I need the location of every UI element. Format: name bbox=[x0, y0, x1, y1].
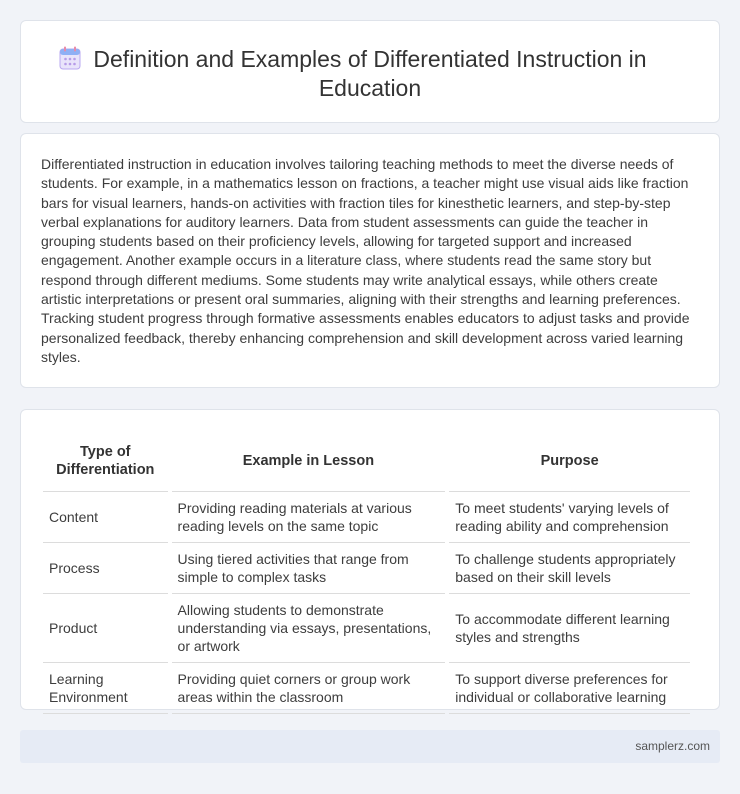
description-card bbox=[20, 133, 720, 388]
table-cell-example: Providing reading materials at various reading levels on the same topic bbox=[172, 492, 446, 543]
table-row bbox=[43, 492, 690, 543]
description-text: Differentiated instruction in education involves tailoring teaching methods to meet the diverse needs of students. For example, in a mathematics lesson on fractions, a teacher might use visual aids like fraction bars for visual learners, hands-on activities with fraction tiles for kinesthetic learners, and step-by-step verbal explanations for auditory learners. Data from student assessments can guide the teacher in grouping students based on their proficiency levels, allowing for targeted support and increased engagement. Another example occurs in a literature class, where students read the same story but respond through different mediums. Some students may write analytical essays, while others create artistic interpretations or present oral summaries, aligning with their strengths and learning preferences. Tracking student progress through formative assessments enables educators to adjust tasks and provide personalized feedback, thereby enhancing comprehension and skill development across varied learning styles. bbox=[41, 156, 690, 365]
footer bbox=[20, 730, 720, 763]
title-card bbox=[20, 20, 720, 123]
table-card bbox=[20, 409, 720, 710]
page-title: Definition and Examples of Differentiated Instruction in Education bbox=[93, 46, 647, 101]
table-cell-type: Content bbox=[43, 492, 168, 543]
table-row bbox=[43, 543, 690, 594]
differentiation-table bbox=[39, 430, 694, 714]
table-cell-type: Process bbox=[43, 543, 168, 594]
table-cell-example: Providing quiet corners or group work areas within the classroom bbox=[172, 663, 446, 714]
table-cell-purpose: To accommodate different learning styles and strengths bbox=[449, 594, 690, 663]
table-cell-type: Product bbox=[43, 594, 168, 663]
column-header-purpose: Purpose bbox=[449, 430, 690, 492]
table-row bbox=[43, 663, 690, 714]
footer-site-link[interactable]: samplerz.com bbox=[635, 739, 710, 753]
table-cell-purpose: To support diverse preferences for individual or collaborative learning bbox=[449, 663, 690, 714]
table-cell-purpose: To challenge students appropriately based on their skill levels bbox=[449, 543, 690, 594]
table-cell-type: Learning Environment bbox=[43, 663, 168, 714]
table-row bbox=[43, 594, 690, 663]
column-header-example: Example in Lesson bbox=[172, 430, 446, 492]
table-cell-example: Allowing students to demonstrate understanding via essays, presentations, or artwork bbox=[172, 594, 446, 663]
table-cell-example: Using tiered activities that range from simple to complex tasks bbox=[172, 543, 446, 594]
column-header-type: Type of Differentiation bbox=[43, 430, 168, 492]
table-header-row bbox=[43, 430, 690, 492]
table-cell-purpose: To meet students' varying levels of reading ability and comprehension bbox=[449, 492, 690, 543]
